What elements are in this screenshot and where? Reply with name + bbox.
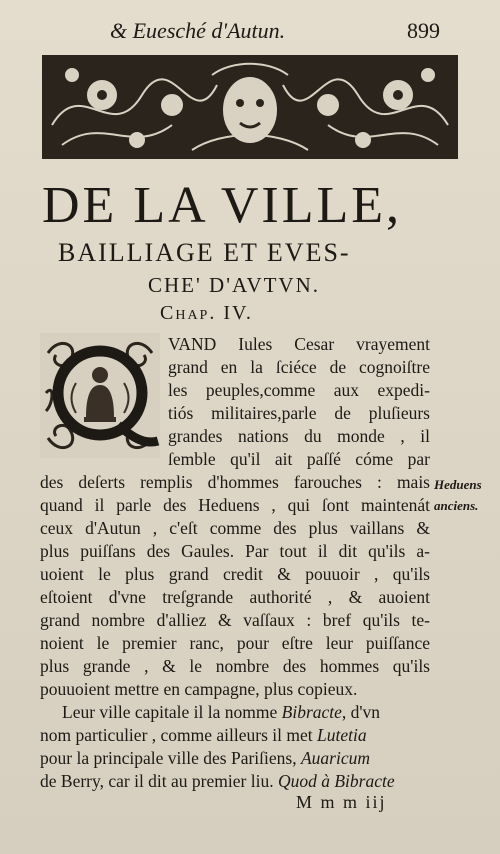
text-line: plus puiſſans des Gaules. Par tout il dit qu'ils a-	[40, 541, 430, 561]
margin-note-line: Heduens	[434, 477, 482, 492]
text-line: quand il parle des Heduens , qui ſont maintenát	[40, 495, 430, 515]
chapter-heading: Chap. IV.	[160, 302, 253, 324]
text-line: des deſerts remplis d'hommes farouches : mais	[40, 472, 430, 492]
text-line	[40, 724, 430, 746]
title-line-1: DE LA VILLE,	[42, 177, 402, 234]
text-line: grand nombre d'alliez & vaſſaux : bref qu'ils te-	[40, 610, 430, 630]
page-number: 899	[407, 18, 440, 43]
text-line: les peuples,comme aux expedi-	[168, 380, 430, 400]
place-name: Lutetia	[317, 725, 367, 745]
text-run: nom particulier , comme ailleurs il met	[40, 725, 318, 745]
text-line: plus grande , & le nombre des hommes qu'ils	[40, 656, 430, 676]
text-line	[40, 747, 430, 769]
margin-note	[434, 476, 498, 514]
margin-note-line: anciens.	[434, 498, 479, 513]
text-run: de Berry, car il dit au premier liu.	[40, 771, 278, 791]
text-run: pour la principale ville des Pariſiens,	[40, 748, 301, 768]
decorated-initial-q	[40, 333, 160, 458]
text-line: noient le premier ranc, pour eſtre leur puiſſance	[40, 633, 430, 653]
text-line: grandes nations du monde , il	[168, 426, 430, 446]
running-head	[110, 18, 440, 48]
text-line: uoient le plus grand credit & pouuoir , qu'ils	[40, 564, 430, 584]
text-line: ſemble qu'il ait paſſé cóme par	[168, 449, 430, 469]
text-run: Leur ville capitale il la nomme	[62, 702, 282, 722]
title-line-3: CHE' D'AVTVN.	[148, 273, 321, 297]
text-run: , d'vn	[341, 702, 381, 722]
running-head-title: & Euesché d'Autun.	[110, 18, 286, 43]
text-line: pouuoient mettre en campagne, plus copieux.	[40, 679, 358, 699]
text-line: VAND Iules Cesar vrayement	[168, 334, 430, 354]
title-line-2: BAILLIAGE ET EVES-	[58, 238, 351, 267]
text-line	[40, 770, 395, 792]
place-name: Auaricum	[300, 748, 371, 768]
quotation: Quod à Bibracte	[277, 771, 395, 791]
text-line: tiós militaires,parle de pluſieurs	[168, 403, 430, 423]
place-name: Bibracte	[281, 702, 342, 722]
text-line: eſtoient d'vne treſgrande authorité , & auoient	[40, 587, 430, 607]
signature-mark: M m m iij	[296, 792, 387, 812]
headpiece-ornament	[42, 55, 458, 159]
text-line: ceux d'Autun , c'eſt comme des plus vaillans &	[40, 518, 430, 538]
text-line	[62, 701, 430, 723]
text-line: grand en la ſciéce de cognoiſtre	[168, 357, 430, 377]
